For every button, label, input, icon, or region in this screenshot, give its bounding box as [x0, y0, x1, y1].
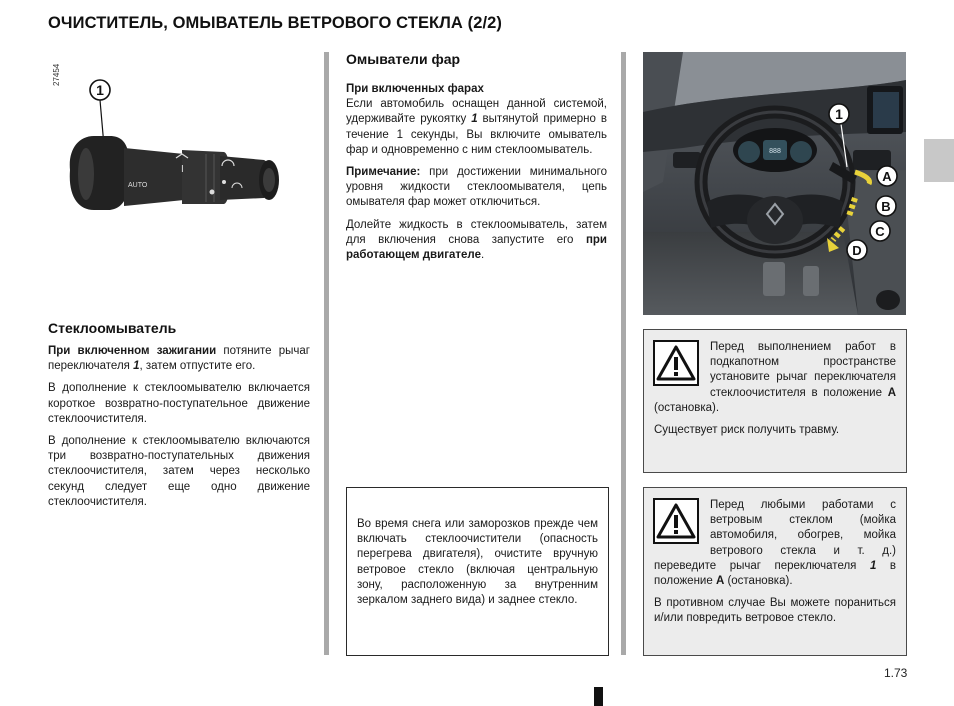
lever-callout-1: 1 — [96, 82, 104, 98]
page-edge-marker — [594, 687, 603, 706]
photo-callout-c: C — [875, 224, 885, 239]
warning-windshield-paragraph: Перед любыми работами с ветровым стеклом (мойка автомобиля, обогрев, мойка ветрового стекла и т. д.) переведите рычаг переключателя 1 в положение A (остановка). — [654, 499, 896, 588]
chapter-tab — [924, 139, 954, 182]
warning-box-windshield — [643, 487, 907, 656]
washer-paragraph-3: В дополнение к стеклоомывателю включаются три возвратно-поступательных движения стеклоочистителя, затем через несколько секунд следует еще одно движение стеклоочистителя. — [48, 435, 310, 508]
figure-code-left: 27454 — [52, 63, 61, 86]
lever-dash-label: I — [181, 164, 184, 175]
steering-wheel-photo — [643, 52, 906, 315]
warning-engine-paragraph: Перед выполнением работ в подкапотном пространстве установите рычаг переключателя стеклоочистителя в положение A (остановка). — [654, 341, 896, 414]
headlight-washer-heading: Омыватели фар — [346, 51, 461, 67]
washer-paragraph-1: При включенном зажигании потяните рычаг переключателя 1, затем отпустите его. — [48, 345, 311, 373]
headlight-sub-heading: При включенных фарах — [346, 83, 484, 95]
page-title: ОЧИСТИТЕЛЬ, ОМЫВАТЕЛЬ ВЕТРОВОГО СТЕКЛА (2/2) — [48, 14, 503, 32]
photo-callout-1: 1 — [835, 106, 843, 122]
washer-paragraph-2: В дополнение к стеклоомывателю включается короткое возвратно-поступательное движение стеклоочистителя. — [48, 382, 310, 425]
warning-windshield-consequence: В противном случае Вы можете пораниться и/или повредить ветровое стекло. — [654, 597, 896, 625]
headlight-paragraph-1: Если автомобиль оснащен данной системой, удерживайте рукоятку 1 вытянутой примерно в течение 1 секунды, Вы включите омыватель фар и одновременно с ним стеклоомыватель. — [346, 98, 607, 156]
headlight-paragraph-3: Долейте жидкость в стеклоомыватель, затем для включения снова запустите его при работающем двигателе. — [346, 218, 607, 262]
photo-callout-a: A — [882, 169, 892, 184]
headlight-washer-text — [346, 82, 607, 270]
snow-frost-notice — [346, 487, 609, 656]
warning-engine-risk: Существует риск получить травму. — [654, 424, 840, 437]
snow-frost-text: Во время снега или заморозков прежде чем включать стеклоочистители (опасность перегрева двигателя), очистите вручную ветровое стекло (включая центральную зону, расположенную за внутренним зеркалом заднего вида) и заднее стекло. — [357, 518, 598, 607]
page-number: 1.73 — [884, 666, 908, 680]
headlight-note: Примечание: при достижении минимального уровня жидкости стеклоомывателя, цепь омывателя фар может отключиться. — [346, 166, 607, 209]
warning-windshield-text — [654, 498, 896, 634]
windshield-washer-heading: Стеклоомыватель — [48, 320, 177, 336]
photo-callout-b: B — [881, 199, 891, 214]
windshield-washer-text — [48, 344, 310, 517]
wiper-lever-illustration — [64, 74, 294, 244]
column-divider-left — [324, 52, 329, 655]
warning-engine-text — [654, 340, 896, 445]
lever-auto-label: AUTO — [128, 182, 148, 189]
warning-box-engine — [643, 329, 907, 473]
svg-text:888: 888 — [769, 148, 781, 155]
column-divider-right — [621, 52, 626, 655]
photo-callout-d: D — [852, 243, 862, 258]
